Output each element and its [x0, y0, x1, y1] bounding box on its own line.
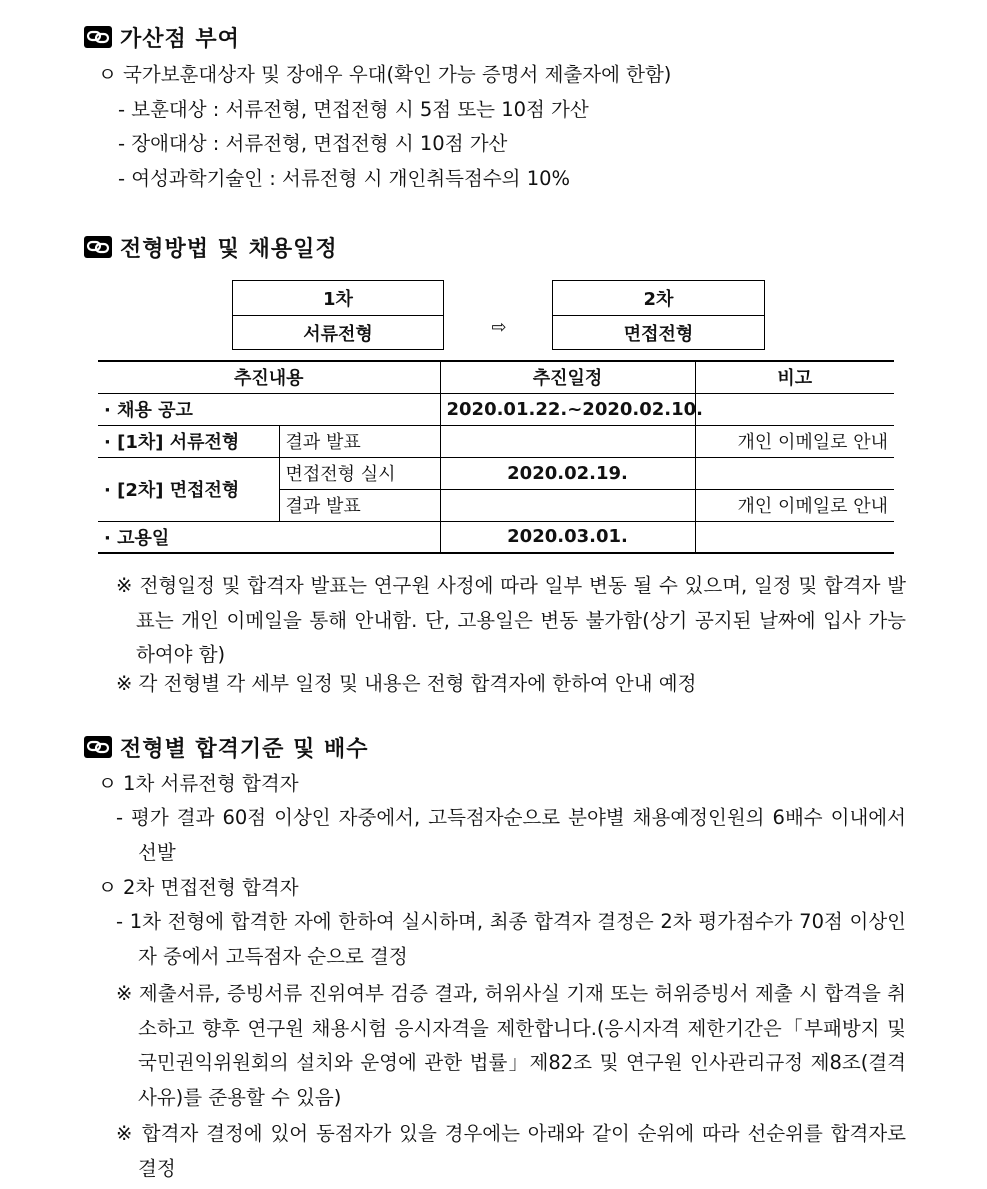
table-row — [98, 393, 894, 425]
criteria-first-body: - 평가 결과 60점 이상인 자중에서, 고득점자순으로 분야별 채용예정인원의 6배수 이내에서 선발 — [116, 806, 906, 864]
criteria-second-head: ㅇ 2차 면접전형 합격자 — [98, 876, 299, 899]
row-note — [695, 521, 894, 553]
row-date: 2020.03.01. — [440, 521, 695, 553]
row-sub: 결과 발표 — [279, 489, 440, 521]
row-item: · 고용일 — [98, 521, 440, 553]
section-title-bonus — [84, 20, 240, 54]
bonus-line-4: - 여성과학기술인 : 서류전형 시 개인취득점수의 10% — [118, 167, 571, 190]
column-header: 비고 — [695, 361, 894, 393]
column-header: 추진내용 — [98, 361, 440, 393]
criteria-note-1: ※ 제출서류, 증빙서류 진위여부 검증 결과, 허위사실 기재 또는 허위증빙서 제출 시 합격을 취소하고 향후 연구원 채용시험 응시자격을 제한합니다.(응시자격 제한기간은「부패방지 및 국민권익위원회의 설치와 운영에 관한 법률」제82조 및 연구원 인사관리규정 제8조(결격사유)를 준용할 수 있음) — [116, 982, 906, 1109]
row-note: 개인 이메일로 안내 — [695, 425, 894, 457]
bonus-line-1: ㅇ 국가보훈대상자 및 장애우 우대(확인 가능 증명서 제출자에 한함) — [98, 63, 672, 86]
step-stage: 2차 — [643, 289, 674, 310]
criteria-second-body: - 1차 전형에 합격한 자에 한하여 실시하며, 최종 합격자 결정은 2차 평가점수가 70점 이상인 자 중에서 고득점자 순으로 결정 — [116, 910, 906, 968]
schedule-note-1: ※ 전형일정 및 합격자 발표는 연구원 사정에 따라 일부 변동 될 수 있으며, 일정 및 합격자 발표는 개인 이메일을 통해 안내함. 단, 고용일은 변동 불가함(상기 공지된 날짜에 입사 가능하여야 함) — [116, 574, 906, 666]
step-name: 서류전형 — [233, 315, 443, 349]
link-icon — [84, 26, 112, 48]
criteria-note-2: ※ 합격자 결정에 있어 동점자가 있을 경우에는 아래와 같이 순위에 따라 선순위를 합격자로 결정 — [116, 1122, 906, 1180]
bonus-line-2: - 보훈대상 : 서류전형, 면접전형 시 5점 또는 10점 가산 — [118, 98, 589, 121]
right-arrow-icon: ⇨ — [491, 316, 507, 338]
row-date: 2020.02.19. — [440, 457, 695, 489]
section-title-method — [84, 230, 338, 264]
row-note: 개인 이메일로 안내 — [695, 489, 894, 521]
step-stage: 1차 — [323, 289, 353, 310]
row-date — [440, 489, 695, 521]
row-date: 2020.01.22.~2020.02.10. — [440, 393, 695, 425]
row-item: · [2차] 면접전형 — [98, 457, 279, 521]
schedule-table — [98, 360, 894, 554]
bonus-line-3: - 장애대상 : 서류전형, 면접전형 시 10점 가산 — [118, 132, 508, 155]
table-row — [98, 425, 894, 457]
section-title-text: 전형별 합격기준 및 배수 — [120, 736, 369, 762]
section-title-criteria — [84, 730, 369, 764]
link-icon — [84, 236, 112, 258]
schedule-note-2: ※ 각 전형별 각 세부 일정 및 내용은 전형 합격자에 한하여 안내 예정 — [116, 672, 697, 695]
criteria-first-head: ㅇ 1차 서류전형 합격자 — [98, 772, 299, 795]
row-date — [440, 425, 695, 457]
table-header-row — [98, 361, 894, 393]
column-header: 추진일정 — [440, 361, 695, 393]
step-name: 면접전형 — [553, 315, 764, 349]
table-row — [98, 457, 894, 489]
link-icon — [84, 736, 112, 758]
row-note — [695, 457, 894, 489]
row-sub: 결과 발표 — [279, 425, 440, 457]
section-title-text: 전형방법 및 채용일정 — [120, 236, 338, 262]
table-row — [98, 521, 894, 553]
row-item: · 채용 공고 — [98, 393, 440, 425]
row-item: · [1차] 서류전형 — [98, 425, 279, 457]
row-sub: 면접전형 실시 — [279, 457, 440, 489]
step-box-2 — [552, 280, 765, 350]
section-title-text: 가산점 부여 — [120, 26, 240, 52]
step-box-1 — [232, 280, 444, 350]
row-note — [695, 393, 894, 425]
